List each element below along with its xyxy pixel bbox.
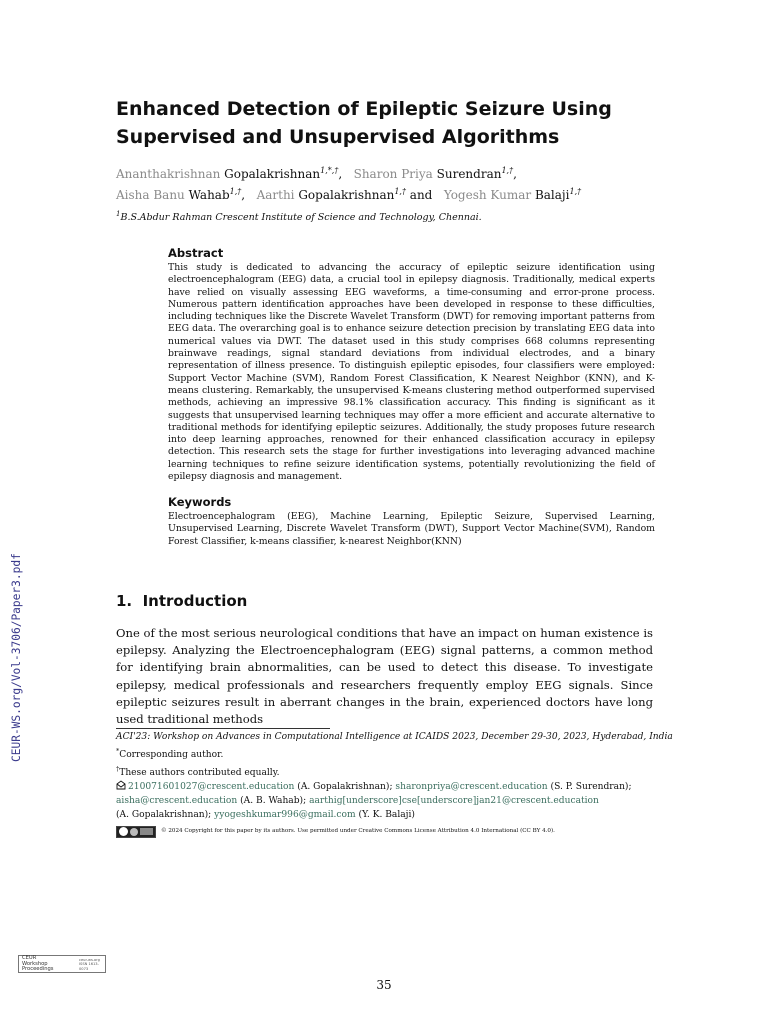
corresponding-note: *Corresponding author. <box>116 746 224 760</box>
affiliation: $^1$B.S.Abdur Rahman Crescent Institute of Science and Technology, Chennai. <box>116 210 482 224</box>
copyright-text: © 2024 Copyright for this paper by its authors. Use permitted under Creative Commons License Attribution 4.0 International (CC BY 4.0). <box>161 827 555 834</box>
email-line: 210071601027@crescent.education (A. Gopalakrishnan); sharonpriya@crescent.education (S. P. Surendran); <box>116 780 656 795</box>
author: Yogesh Kumar Balaji$^{1,\dagger}$ <box>443 187 582 202</box>
email-link[interactable]: yyogeshkumar996@gmail.com <box>214 810 356 821</box>
keywords-text: Electroencephalogram (EEG), Machine Learning, Epileptic Seizure, Supervised Learning, Unsupervised Learning, Discrete Wavelet Transform (DWT), Support Vector Machine(SVM), Random Forest Classifier, k-means classifier, k-nearest Neighbor(KNN) <box>168 511 655 547</box>
email-line: aisha@crescent.education (A. B. Wahab); aarthig[underscore]cse[underscore]jan21@crescent.education <box>116 796 599 807</box>
page-number: 35 <box>376 978 392 992</box>
cc-by-license-icon[interactable] <box>116 826 156 838</box>
workshop-note: ACI'23: Workshop on Advances in Computational Intelligence at ICAIDS 2023, December 29-30, 2023, Hyderabad, India <box>116 732 673 742</box>
author: Aisha Banu Wahab$^{1,\dagger}$, <box>116 187 246 202</box>
footnotes <box>116 731 673 839</box>
paper-title: Enhanced Detection of Epileptic Seizure Using Supervised and Unsupervised Algorithms <box>116 98 612 148</box>
footnote-rule <box>116 728 330 729</box>
ceur-workshop-logo[interactable]: CEUR Workshop Proceedings ceur-ws.org ISSN 1613-0073 <box>18 955 106 973</box>
author: Ananthakrishnan Gopalakrishnan$^{1,*,\dagger}$, <box>116 166 343 181</box>
author: Aarthi Gopalakrishnan$^{1,\dagger}$ and <box>256 187 433 202</box>
abstract-text: This study is dedicated to advancing the accuracy of epileptic seizure identification using electroencephalogram (EEG) data, a crucial tool in epilepsy diagnosis. Traditionally, medical experts have relied on visually assessing EEG waveforms, a time-consuming and error-prone process. Numerous pattern identification approaches have been developed in response to these difficulties, including techniques like the Discrete Wavelet Transform (DWT) for removing important patterns from EEG data. The overarching goal is to enhance seizure detection precision by translating EEG data into numerical values via DWT. The dataset used in this study comprises 668 columns representing brainwave readings, signal standard deviations from individual electrodes, and a binary representation of illness presence. To distinguish epileptic episodes, four classifiers were employed: Support Vector Machine (SVM), Random Forest Classification, K Nearest Neighbor (KNN), and K-means clustering. Remarkably, the unsupervised K-means clustering method outperformed supervised methods, achieving an impressive 98.1% classification accuracy. This finding is significant as it suggests that unsupervised learning techniques may offer a more efficient and accurate alternative to traditional methods for identifying epileptic seizures. Additionally, the study proposes future research into deep learning approaches, renowned for their enhanced classification accuracy in epilepsy detection. This research sets the stage for further investigations into leveraging advanced machine learning techniques to refine seizure identification systems, potentially revolutionizing the field of epilepsy diagnosis and management. <box>168 262 655 483</box>
keywords-heading: Keywords <box>168 495 232 509</box>
section-heading: 1. Introduction <box>116 592 248 610</box>
author: Sharon Priya Surendran$^{1,\dagger}$, <box>353 166 517 181</box>
email-line: (A. Gopalakrishnan); yyogeshkumar996@gmail.com (Y. K. Balaji) <box>116 810 415 821</box>
ceur-url-link[interactable]: CEUR-WS.org/Vol-3706/Paper3.pdf <box>10 553 23 762</box>
abstract-heading: Abstract <box>168 246 224 260</box>
envelope-icon <box>116 780 126 790</box>
email-link[interactable]: 210071601027@crescent.education <box>128 782 295 793</box>
email-link[interactable]: aarthig[underscore]cse[underscore]jan21@crescent.education <box>309 796 599 807</box>
email-link[interactable]: aisha@crescent.education <box>116 796 238 807</box>
equal-contribution-note: †These authors contributed equally. <box>116 764 280 778</box>
license-row <box>116 825 656 839</box>
email-link[interactable]: sharonpriya@crescent.education <box>395 782 548 793</box>
author-list <box>116 162 676 204</box>
section-body: One of the most serious neurological conditions that have an impact on human existence is epilepsy. Analyzing the Electroencephalogram (EEG) signal patterns, a common method for identifying brain abnormalities, can be used to detect this disease. To investigate epilepsy, medical professionals and researchers frequently employ EEG signals. Since epileptic seizures result in aberrant changes in the brain, experienced doctors have long used traditional methods <box>116 626 653 727</box>
